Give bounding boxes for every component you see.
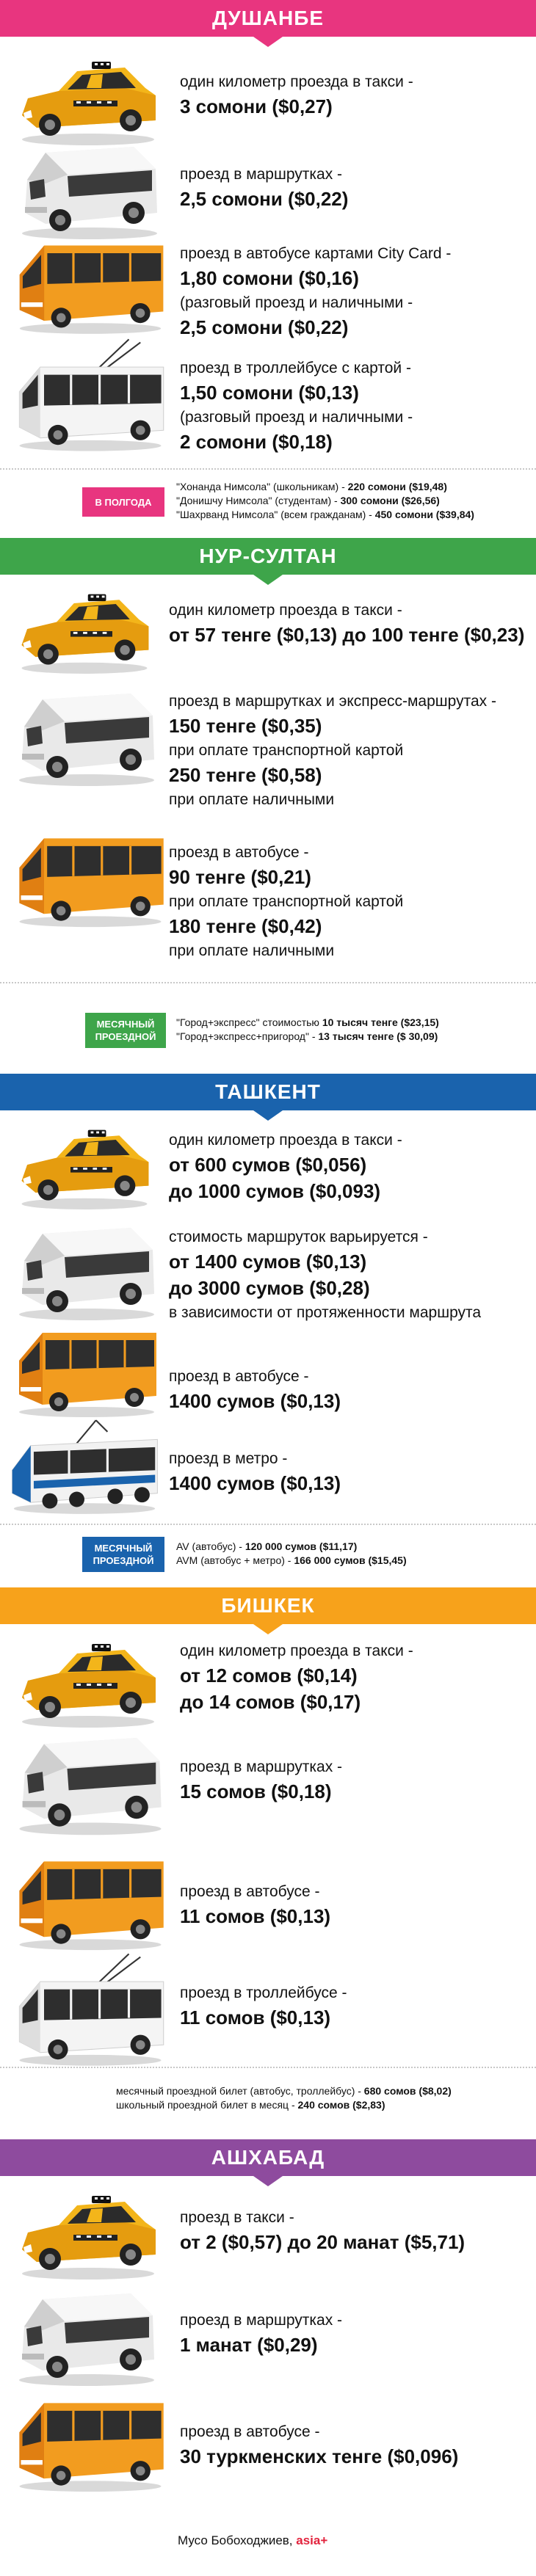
city-header-dushanbe: [0, 0, 536, 37]
price-bus: проезд в автобусе - 90 тенге ($0,21) при оплате транспортной картой 180 тенге ($0,42) при оплате наличными: [169, 844, 404, 959]
pass-row: школьный проездной билет в месяц - 240 сомов ($2,83): [116, 2099, 385, 2111]
pass-row: месячный проездной билет (автобус, троллейбус) - 680 сомов ($8,02): [116, 2085, 452, 2097]
price-taxi: один километр проезда в такси - 3 сомони ($0,27): [180, 73, 413, 117]
minibus-icon: [13, 2284, 160, 2391]
pass-row: "Город+экспресс" стоимостью 10 тысяч тенге ($23,15): [176, 1016, 439, 1028]
city-name: АШХАБАД: [211, 2146, 325, 2169]
header-pointer: [253, 575, 283, 585]
minibus-icon: [16, 139, 163, 242]
price-bus: проезд в автобусе картами City Card - 1,80 сомони ($0,16) (разговый проезд и наличными - 2,5 сомони ($0,22): [180, 245, 452, 338]
price-minibus: стоимость маршруток варьируется - от 1400 сумов ($0,13) до 3000 сумов ($0,28) в зависимости от протяженности маршрута: [169, 1229, 482, 1321]
taxi-icon: [15, 1635, 162, 1731]
city-name: ТАШКЕНТ: [215, 1080, 321, 1103]
bus-icon: [13, 2393, 167, 2495]
pass-list: [176, 480, 474, 522]
bus-icon: [13, 1851, 167, 1954]
pass-row: "Город+экспресс+пригород" - 13 тысяч тенге ($ 30,09): [176, 1030, 438, 1042]
pass-row: "Шахрванд Нимсола" (всем гражданам) - 450 сомони ($39,84): [176, 509, 474, 520]
price-taxi: проезд в такси - от 2 ($0,57) до 20 манат ($5,71): [180, 2209, 466, 2253]
city-header-nursultan: [0, 538, 536, 575]
price-metro: проезд в метро - 1400 сумов ($0,13): [169, 1450, 341, 1494]
pass-badge: В ПОЛГОДА: [82, 487, 164, 517]
city-header-bishkek: [0, 1587, 536, 1624]
price-taxi: один километр проезда в такси - от 57 тенге ($0,13) до 100 тенге ($0,23): [169, 602, 525, 646]
divider: [0, 468, 536, 470]
city-name: НУР-СУЛТАН: [199, 545, 337, 567]
minibus-icon: [13, 1729, 167, 1839]
divider: [0, 2067, 536, 2068]
price-taxi: один километр проезда в такси - от 12 сомов ($0,14) до 14 сомов ($0,17): [180, 1642, 413, 1713]
taxi-icon: [15, 2187, 162, 2282]
header-pointer: [253, 1624, 283, 1634]
bus-icon: [13, 236, 167, 336]
price-bus: проезд в автобусе - 1400 сумов ($0,13): [169, 1368, 341, 1412]
price-bus: проезд в автобусе - 11 сомов ($0,13): [180, 1883, 331, 1927]
minibus-icon: [13, 683, 160, 793]
city-header-ashgabat: [0, 2139, 536, 2176]
pass-row: "Хонанда Нимсола" (школьникам) - 220 сомони ($19,48): [176, 481, 447, 492]
pass-row: "Донишчу Нимсола" (студентам) - 300 сомони ($26,56): [176, 495, 440, 506]
price-bus: проезд в автобусе - 30 туркменских тенге ($0,096): [180, 2423, 459, 2467]
metro-train-icon: [7, 1416, 162, 1516]
price-taxi: один километр проезда в такси - от 600 сумов ($0,056) до 1000 сумов ($0,093): [169, 1132, 402, 1202]
pass-list: [116, 2084, 452, 2112]
minibus-icon: [13, 1218, 160, 1325]
city-name: БИШКЕК: [221, 1594, 315, 1617]
pass-row: AVM (автобус + метро) - 166 000 сумов ($15,45): [176, 1554, 407, 1566]
trolleybus-icon: [13, 338, 167, 454]
price-minibus: проезд в маршрутках - 15 сомов ($0,18): [180, 1758, 343, 1802]
divider: [0, 982, 536, 983]
taxi-icon: [15, 586, 154, 677]
bus-icon: [13, 1324, 160, 1419]
credit-line: [178, 2533, 327, 2548]
price-minibus: проезд в маршрутках - 2,5 сомони ($0,22): [180, 166, 349, 210]
pass-row: AV (автобус) - 120 000 сумов ($11,17): [176, 1540, 358, 1552]
brand-logo: asia+: [296, 2533, 328, 2547]
pass-badge: МЕСЯЧНЫЙ ПРОЕЗДНОЙ: [82, 1537, 164, 1572]
taxi-icon: [15, 1121, 154, 1212]
header-pointer: [253, 2176, 283, 2186]
taxi-icon: [15, 53, 162, 148]
bus-icon: [13, 828, 167, 931]
pass-badge: МЕСЯЧНЫЙ ПРОЕЗДНОЙ: [85, 1013, 166, 1048]
pass-list: [176, 1016, 439, 1044]
divider: [0, 1524, 536, 1525]
price-trolleybus: проезд в троллейбусе - 11 сомов ($0,13): [180, 1984, 347, 2029]
city-name: ДУШАНБЕ: [211, 7, 325, 29]
pass-list: [176, 1540, 407, 1568]
trolleybus-icon: [13, 1952, 167, 2068]
price-minibus: проезд в маршрутках и экспресс-маршрутах - 150 тенге ($0,35) при оплате транспортной картой 250 тенге ($0,58) при оплате наличными: [169, 693, 496, 808]
city-header-tashkent: [0, 1074, 536, 1110]
price-minibus: проезд в маршрутках - 1 манат ($0,29): [180, 2312, 343, 2356]
header-pointer: [253, 1110, 283, 1121]
header-pointer: [253, 37, 283, 47]
price-trolleybus: проезд в троллейбусе с картой - 1,50 сомони ($0,13) (разговый проезд и наличными - 2 сомони ($0,18): [180, 360, 413, 453]
author: Мусо Бобоходжиев,: [178, 2533, 297, 2547]
